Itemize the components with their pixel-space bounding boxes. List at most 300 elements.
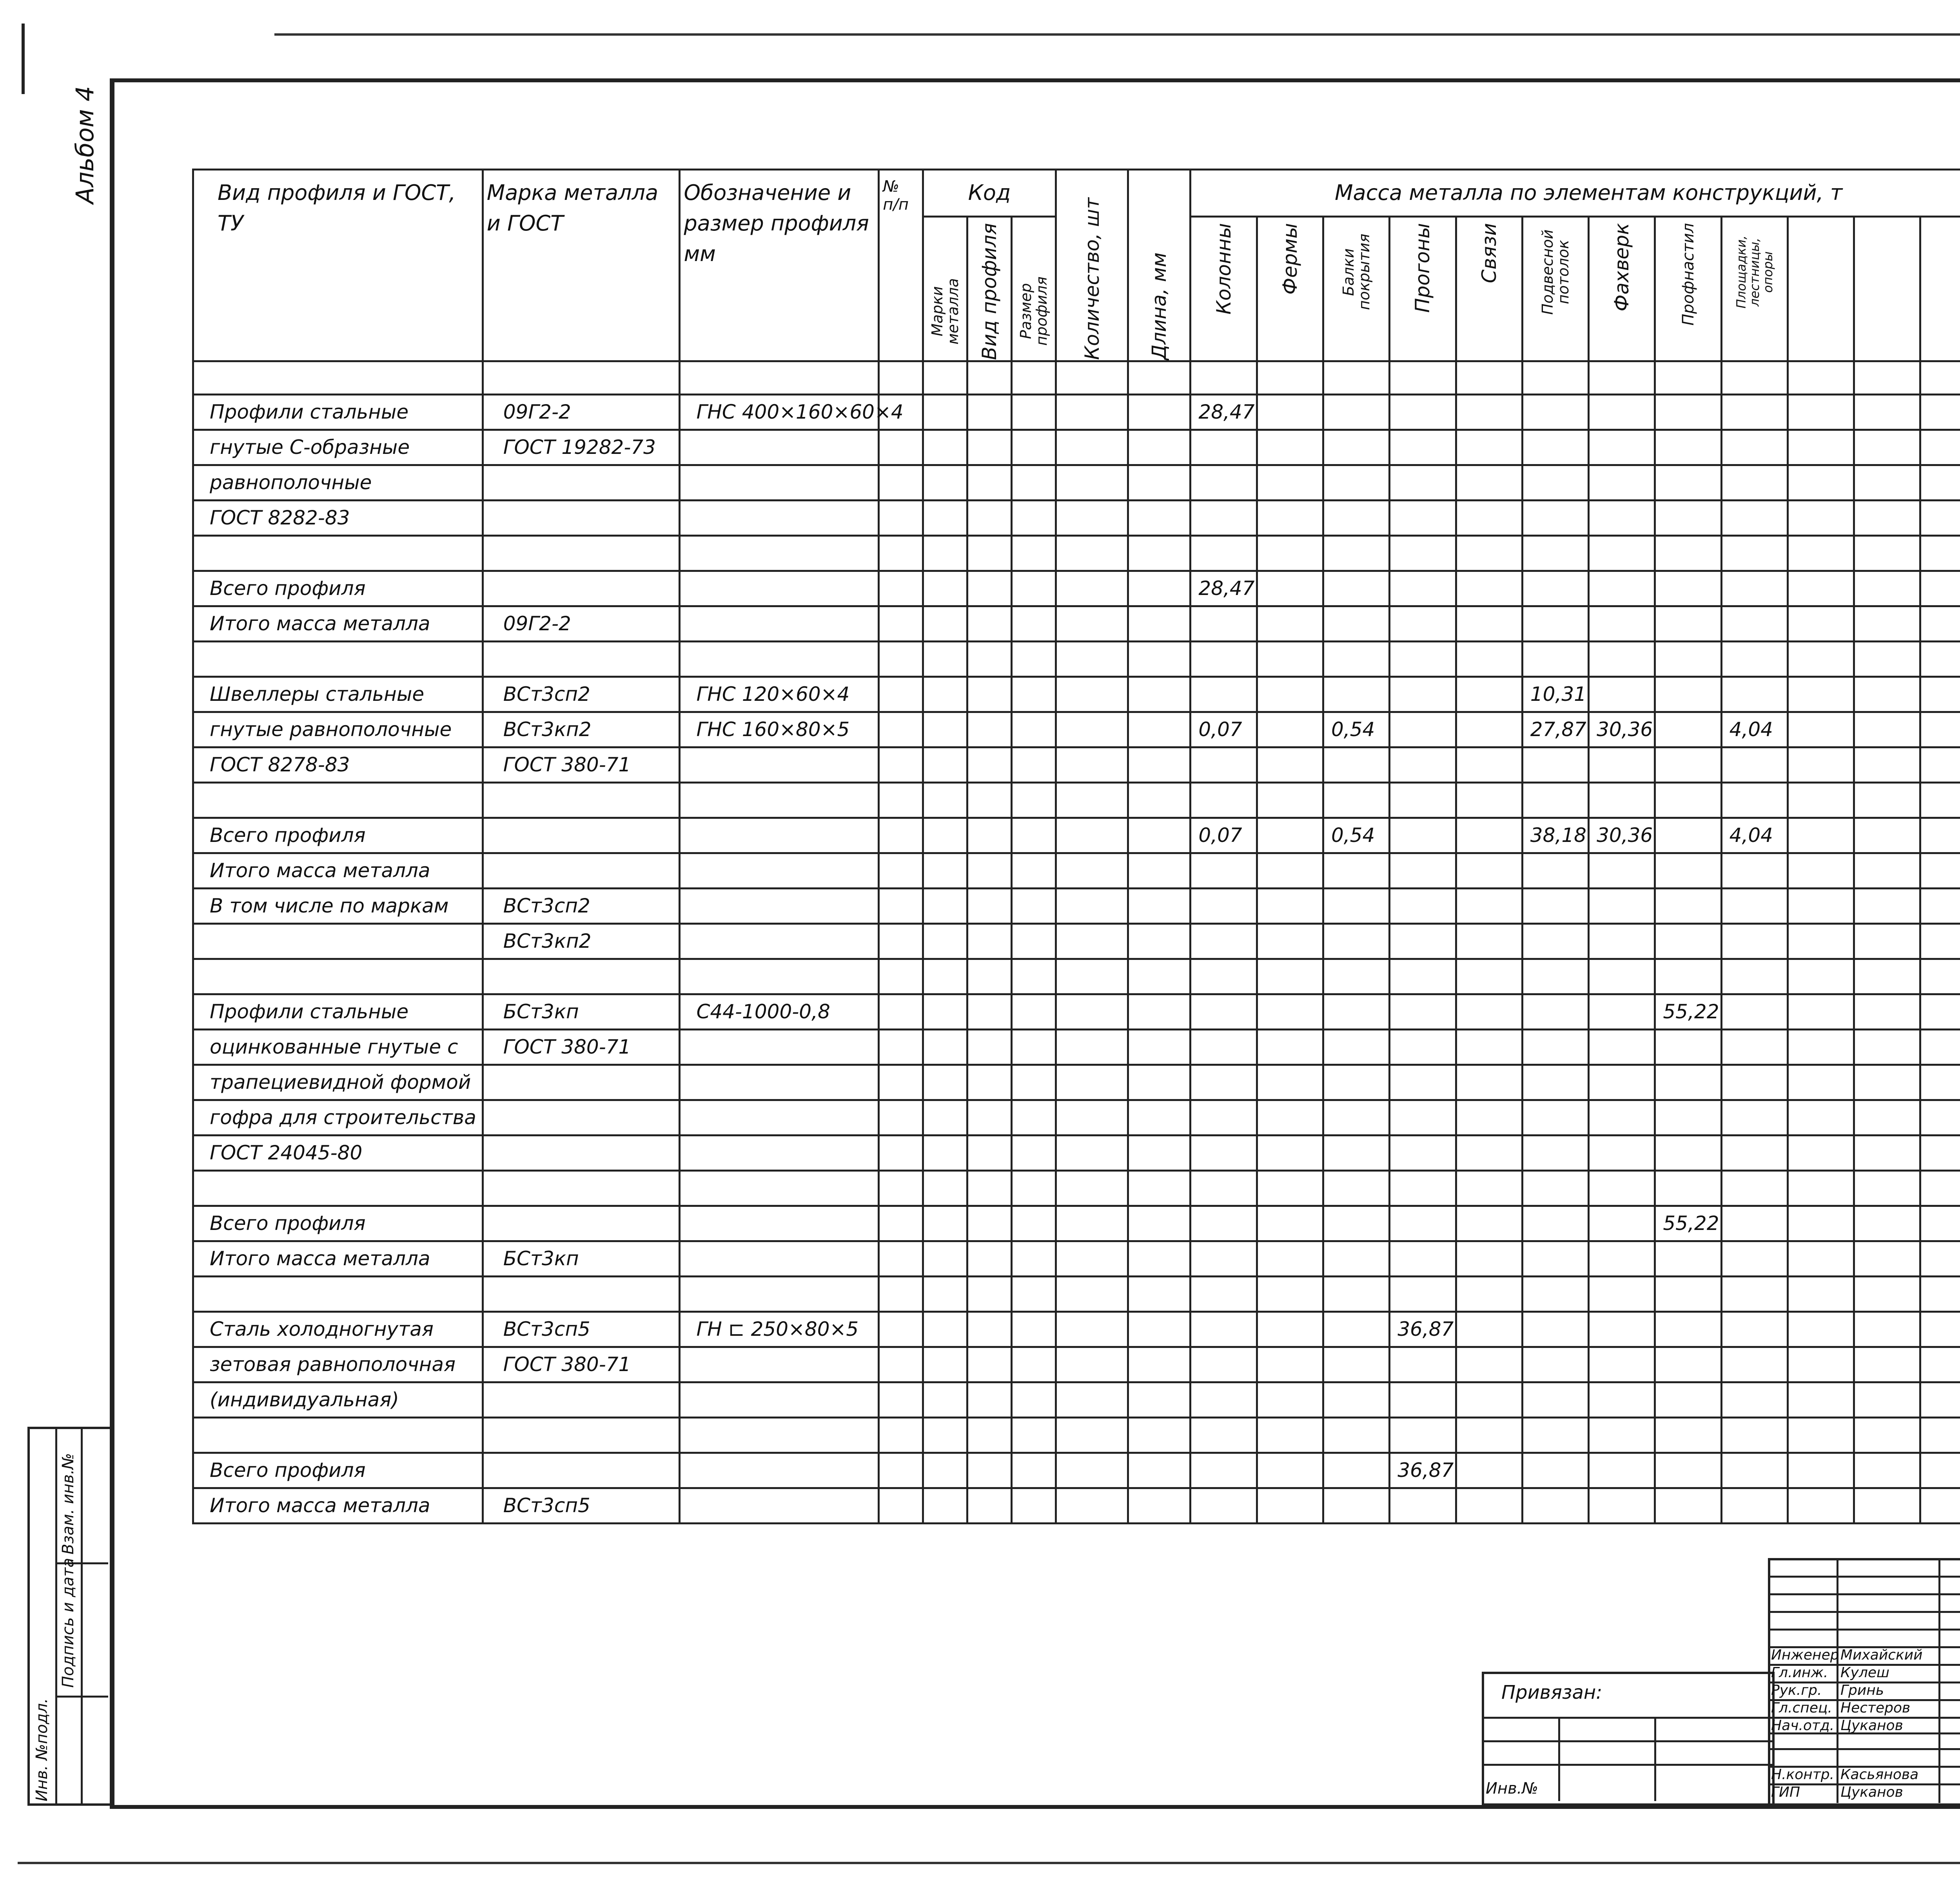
cell-profile: Всего профиля bbox=[193, 818, 483, 853]
table-row bbox=[193, 923, 1960, 959]
cell-oboznach bbox=[680, 1029, 879, 1065]
cell-empty bbox=[1056, 1241, 1128, 1276]
cell-profile: (индивидуальная) bbox=[193, 1382, 483, 1417]
table-row bbox=[193, 1382, 1960, 1417]
cell-mass bbox=[1390, 1382, 1456, 1417]
table-row bbox=[193, 430, 1960, 465]
cell-empty bbox=[967, 782, 1011, 818]
cell-oboznach bbox=[680, 430, 879, 465]
cell-empty bbox=[879, 959, 923, 994]
cell-oboznach: ГНС 120×60×4 bbox=[680, 677, 879, 712]
cell-oboznach bbox=[680, 1453, 879, 1488]
cell-oboznach bbox=[680, 1276, 879, 1311]
cell-mass bbox=[1788, 747, 1854, 782]
cell-empty bbox=[1011, 959, 1056, 994]
cell-profile: Итого масса металла bbox=[193, 1241, 483, 1276]
cell-mass bbox=[1920, 606, 1960, 641]
cell-empty bbox=[1011, 1206, 1056, 1241]
strip-vzam: Взам. инв.№ bbox=[59, 1453, 77, 1555]
cell-oboznach: С44-1000-0,8 bbox=[680, 994, 879, 1029]
cell-empty bbox=[1011, 465, 1056, 500]
signature-role: Инженер bbox=[1771, 1647, 1839, 1663]
cell-mass bbox=[1456, 500, 1522, 535]
cell-empty bbox=[1056, 1206, 1128, 1241]
cell-oboznach bbox=[680, 465, 879, 500]
cell-marka: ГОСТ 380-71 bbox=[483, 747, 680, 782]
cell-mass bbox=[1920, 853, 1960, 888]
cell-profile: зетовая равнополочная bbox=[193, 1347, 483, 1382]
cell-marka: ВСт3сп2 bbox=[483, 677, 680, 712]
cell-empty bbox=[879, 1100, 923, 1135]
cell-mass bbox=[1854, 1206, 1920, 1241]
header-element bbox=[1456, 217, 1522, 361]
signature-role: Рук.гр. bbox=[1771, 1682, 1822, 1698]
cell-mass bbox=[1257, 853, 1323, 888]
header-element bbox=[1257, 217, 1323, 361]
signature-role: Гл.инж. bbox=[1771, 1665, 1828, 1681]
table-row bbox=[193, 747, 1960, 782]
cell-mass bbox=[1920, 1347, 1960, 1382]
cell-empty bbox=[1128, 712, 1191, 747]
cell-mass bbox=[1655, 959, 1721, 994]
cell-empty bbox=[1056, 853, 1128, 888]
cell-mass bbox=[1721, 677, 1788, 712]
cell-empty bbox=[923, 500, 967, 535]
cell-marka: ГОСТ 380-71 bbox=[483, 1347, 680, 1382]
cell-mass bbox=[1191, 1206, 1257, 1241]
cell-profile bbox=[193, 535, 483, 571]
cell-mass bbox=[1191, 853, 1257, 888]
cell-mass bbox=[1788, 535, 1854, 571]
cell-mass bbox=[1655, 1382, 1721, 1417]
cell-mass bbox=[1191, 888, 1257, 923]
top-border-line bbox=[274, 33, 1960, 36]
header-dlina bbox=[1128, 170, 1191, 361]
cell-mass bbox=[1788, 1488, 1854, 1523]
cell-mass bbox=[1257, 641, 1323, 677]
cell-empty bbox=[1056, 1100, 1128, 1135]
cell-mass bbox=[1390, 500, 1456, 535]
cell-mass bbox=[1721, 1065, 1788, 1100]
cell-oboznach bbox=[680, 1206, 879, 1241]
cell-profile: Всего профиля bbox=[193, 1453, 483, 1488]
cell-marka bbox=[483, 1135, 680, 1170]
table-row bbox=[193, 712, 1960, 747]
cell-mass bbox=[1257, 677, 1323, 712]
header-kod-razmer-text: Размер профиля bbox=[1017, 276, 1050, 346]
cell-mass bbox=[1323, 1453, 1389, 1488]
cell-mass bbox=[1323, 1347, 1389, 1382]
cell-mass bbox=[1456, 782, 1522, 818]
cell-mass bbox=[1589, 535, 1655, 571]
cell-mass bbox=[1390, 712, 1456, 747]
cell-mass bbox=[1456, 535, 1522, 571]
table-row bbox=[193, 394, 1960, 430]
cell-empty bbox=[1011, 430, 1056, 465]
cell-mass bbox=[1920, 1241, 1960, 1276]
signature-name: Цуканов bbox=[1840, 1718, 1903, 1734]
cell-mass bbox=[1788, 641, 1854, 677]
cell-oboznach bbox=[680, 571, 879, 606]
cell-mass bbox=[1589, 1170, 1655, 1206]
cell-mass bbox=[1191, 430, 1257, 465]
cell-mass bbox=[1655, 1100, 1721, 1135]
cell-mass bbox=[1257, 1135, 1323, 1170]
cell-mass: 28,47 bbox=[1191, 571, 1257, 606]
cell-mass bbox=[1323, 782, 1389, 818]
cell-mass bbox=[1589, 641, 1655, 677]
cell-mass bbox=[1522, 1382, 1588, 1417]
strip-inv-podl: Инв. №подл. bbox=[33, 1698, 51, 1801]
header-marka: Марка металла и ГОСТ bbox=[483, 170, 680, 361]
cell-mass bbox=[1589, 1241, 1655, 1276]
cell-mass bbox=[1456, 1206, 1522, 1241]
cell-oboznach bbox=[680, 818, 879, 853]
table-row bbox=[193, 465, 1960, 500]
cell-empty bbox=[879, 606, 923, 641]
cell-mass bbox=[1323, 1100, 1389, 1135]
cell-empty bbox=[1128, 500, 1191, 535]
cell-mass bbox=[1721, 853, 1788, 888]
cell-oboznach bbox=[680, 1417, 879, 1453]
cell-empty bbox=[923, 394, 967, 430]
cell-mass bbox=[1655, 535, 1721, 571]
cell-empty bbox=[879, 1311, 923, 1347]
cell-empty bbox=[1011, 1276, 1056, 1311]
table-row bbox=[193, 888, 1960, 923]
cell-mass bbox=[1788, 1206, 1854, 1241]
cell-mass bbox=[1854, 1347, 1920, 1382]
cell-profile: Профили стальные bbox=[193, 994, 483, 1029]
cell-empty bbox=[1056, 571, 1128, 606]
cell-empty bbox=[879, 1241, 923, 1276]
cell-mass bbox=[1323, 959, 1389, 994]
cell-empty bbox=[1056, 1029, 1128, 1065]
table-row bbox=[193, 1488, 1960, 1523]
cell-empty bbox=[923, 1135, 967, 1170]
cell-empty bbox=[1128, 430, 1191, 465]
cell-empty bbox=[1056, 535, 1128, 571]
cell-mass bbox=[1721, 1206, 1788, 1241]
cell-mass bbox=[1522, 430, 1588, 465]
cell-mass bbox=[1323, 500, 1389, 535]
cell-oboznach bbox=[680, 606, 879, 641]
cell-oboznach: ГНС 400×160×60×4 bbox=[680, 394, 879, 430]
table-row bbox=[193, 677, 1960, 712]
cell-mass bbox=[1854, 853, 1920, 888]
cell-empty bbox=[1128, 1276, 1191, 1311]
cell-mass: 4,04 bbox=[1721, 712, 1788, 747]
cell-mass bbox=[1920, 1206, 1960, 1241]
cell-mass bbox=[1589, 1311, 1655, 1347]
cell-oboznach bbox=[680, 782, 879, 818]
cell-mass bbox=[1920, 1029, 1960, 1065]
cell-mass bbox=[1323, 1065, 1389, 1100]
cell-mass bbox=[1788, 1453, 1854, 1488]
cell-mass bbox=[1655, 712, 1721, 747]
cell-mass bbox=[1854, 1100, 1920, 1135]
cell-mass bbox=[1257, 959, 1323, 994]
cell-mass bbox=[1920, 465, 1960, 500]
cell-empty bbox=[967, 712, 1011, 747]
header-element bbox=[1191, 217, 1257, 361]
cell-mass bbox=[1589, 571, 1655, 606]
cell-mass: 38,18 bbox=[1522, 818, 1588, 853]
table-row bbox=[193, 1311, 1960, 1347]
cell-empty bbox=[879, 712, 923, 747]
cell-empty bbox=[1011, 677, 1056, 712]
cell-empty bbox=[1011, 1065, 1056, 1100]
cell-mass bbox=[1788, 712, 1854, 747]
cell-mass bbox=[1589, 959, 1655, 994]
cell-mass bbox=[1522, 500, 1588, 535]
table-row bbox=[193, 1417, 1960, 1453]
cell-empty bbox=[1011, 1100, 1056, 1135]
cell-mass bbox=[1721, 465, 1788, 500]
cell-mass bbox=[1323, 1029, 1389, 1065]
cell-mass bbox=[1655, 923, 1721, 959]
cell-mass bbox=[1323, 465, 1389, 500]
cell-mass bbox=[1854, 394, 1920, 430]
cell-empty bbox=[1056, 1417, 1128, 1453]
cell-empty bbox=[1056, 606, 1128, 641]
cell-mass bbox=[1655, 818, 1721, 853]
cell-empty bbox=[923, 1488, 967, 1523]
cell-mass bbox=[1655, 1065, 1721, 1100]
cell-mass bbox=[1854, 1241, 1920, 1276]
header-kod-vid bbox=[967, 217, 1011, 361]
cell-mass bbox=[1920, 1276, 1960, 1311]
cell-empty bbox=[1056, 818, 1128, 853]
cell-mass bbox=[1854, 500, 1920, 535]
specification-table bbox=[192, 169, 1960, 1524]
cell-empty bbox=[923, 571, 967, 606]
cell-marka: ВСт3сп5 bbox=[483, 1488, 680, 1523]
cell-mass bbox=[1721, 1382, 1788, 1417]
cell-mass bbox=[1788, 677, 1854, 712]
cell-mass bbox=[1257, 1311, 1323, 1347]
cell-empty bbox=[923, 1453, 967, 1488]
cell-profile: Итого масса металла bbox=[193, 606, 483, 641]
cell-mass bbox=[1854, 923, 1920, 959]
cell-empty bbox=[879, 782, 923, 818]
cell-marka: ВСт3сп5 bbox=[483, 1311, 680, 1347]
cell-mass bbox=[1522, 1170, 1588, 1206]
header-element-text: Прогоны bbox=[1411, 223, 1434, 313]
cell-mass: 36,87 bbox=[1390, 1311, 1456, 1347]
cell-empty bbox=[967, 677, 1011, 712]
header-massa: Масса металла по элементам конструкций, т bbox=[1191, 170, 1960, 217]
cell-mass bbox=[1323, 1170, 1389, 1206]
cell-mass bbox=[1788, 888, 1854, 923]
cell-empty bbox=[879, 888, 923, 923]
table-row bbox=[193, 1100, 1960, 1135]
cell-empty bbox=[1128, 782, 1191, 818]
cell-oboznach bbox=[680, 888, 879, 923]
cell-mass bbox=[1920, 923, 1960, 959]
cell-mass bbox=[1655, 1453, 1721, 1488]
cell-mass bbox=[1788, 818, 1854, 853]
cell-mass bbox=[1721, 1311, 1788, 1347]
cell-mass bbox=[1191, 465, 1257, 500]
cell-mass bbox=[1920, 1135, 1960, 1170]
cell-empty bbox=[967, 641, 1011, 677]
cell-mass bbox=[1456, 1100, 1522, 1135]
cell-empty bbox=[923, 818, 967, 853]
inv-label: Инв.№ bbox=[1486, 1779, 1538, 1798]
cell-empty bbox=[1056, 1135, 1128, 1170]
cell-mass bbox=[1721, 430, 1788, 465]
cell-oboznach bbox=[680, 853, 879, 888]
cell-empty bbox=[967, 1135, 1011, 1170]
cell-mass bbox=[1854, 1382, 1920, 1417]
cell-mass bbox=[1390, 959, 1456, 994]
cell-empty bbox=[1056, 1382, 1128, 1417]
cell-mass bbox=[1456, 888, 1522, 923]
cell-empty bbox=[967, 571, 1011, 606]
cell-mass bbox=[1390, 994, 1456, 1029]
cell-empty bbox=[1011, 1311, 1056, 1347]
cell-empty bbox=[967, 1065, 1011, 1100]
cell-mass bbox=[1522, 782, 1588, 818]
cell-oboznach bbox=[680, 923, 879, 959]
cell-mass bbox=[1390, 1029, 1456, 1065]
cell-empty bbox=[1056, 747, 1128, 782]
cell-profile bbox=[193, 641, 483, 677]
cell-mass bbox=[1191, 1029, 1257, 1065]
cell-empty bbox=[1128, 1206, 1191, 1241]
cell-mass bbox=[1456, 747, 1522, 782]
cell-empty bbox=[1011, 1488, 1056, 1523]
cell-mass bbox=[1390, 1100, 1456, 1135]
cell-mass bbox=[1257, 712, 1323, 747]
cell-mass bbox=[1456, 1241, 1522, 1276]
cell-mass bbox=[1191, 1135, 1257, 1170]
cell-mass bbox=[1920, 782, 1960, 818]
cell-empty bbox=[1128, 1311, 1191, 1347]
cell-marka: ВСт3сп2 bbox=[483, 888, 680, 923]
cell-empty bbox=[879, 818, 923, 853]
signature-name: Касьянова bbox=[1840, 1767, 1919, 1783]
signature-role: ГИП bbox=[1771, 1784, 1800, 1800]
cell-profile: трапециевидной формой bbox=[193, 1065, 483, 1100]
cell-mass bbox=[1920, 1065, 1960, 1100]
cell-profile: равнополочные bbox=[193, 465, 483, 500]
cell-marka bbox=[483, 959, 680, 994]
cell-mass bbox=[1257, 606, 1323, 641]
cell-profile: оцинкованные гнутые с bbox=[193, 1029, 483, 1065]
cell-mass bbox=[1323, 1488, 1389, 1523]
cell-mass bbox=[1920, 394, 1960, 430]
cell-mass bbox=[1655, 1276, 1721, 1311]
cell-mass bbox=[1589, 1100, 1655, 1135]
cell-mass bbox=[1589, 1382, 1655, 1417]
cell-mass bbox=[1522, 535, 1588, 571]
cell-mass bbox=[1390, 747, 1456, 782]
cell-oboznach bbox=[680, 959, 879, 994]
cell-profile bbox=[193, 1276, 483, 1311]
cell-empty bbox=[1011, 923, 1056, 959]
cell-mass bbox=[1655, 500, 1721, 535]
cell-marka bbox=[483, 1206, 680, 1241]
header-element bbox=[1390, 217, 1456, 361]
cell-mass bbox=[1854, 1135, 1920, 1170]
cell-empty bbox=[967, 1453, 1011, 1488]
header-element bbox=[1788, 217, 1854, 361]
cell-profile: Профили стальные bbox=[193, 394, 483, 430]
left-corner-tick bbox=[22, 24, 25, 94]
cell-empty bbox=[1056, 641, 1128, 677]
cell-mass bbox=[1655, 782, 1721, 818]
cell-mass bbox=[1456, 606, 1522, 641]
signature-role: Гл.спец. bbox=[1771, 1700, 1832, 1716]
cell-mass bbox=[1522, 1241, 1588, 1276]
header-element-text: Колонны bbox=[1212, 223, 1235, 315]
cell-mass bbox=[1456, 1347, 1522, 1382]
cell-mass bbox=[1854, 1170, 1920, 1206]
cell-marka bbox=[483, 1100, 680, 1135]
cell-empty bbox=[1056, 1170, 1128, 1206]
header-element bbox=[1721, 217, 1788, 361]
cell-mass bbox=[1854, 712, 1920, 747]
cell-oboznach bbox=[680, 1382, 879, 1417]
cell-profile: Всего профиля bbox=[193, 571, 483, 606]
cell-mass bbox=[1390, 535, 1456, 571]
cell-mass bbox=[1655, 853, 1721, 888]
table-row bbox=[193, 641, 1960, 677]
cell-empty bbox=[879, 535, 923, 571]
header-element bbox=[1522, 217, 1588, 361]
cell-mass bbox=[1589, 1135, 1655, 1170]
cell-mass bbox=[1721, 994, 1788, 1029]
cell-empty bbox=[1128, 677, 1191, 712]
cell-profile: Итого масса металла bbox=[193, 1488, 483, 1523]
cell-mass bbox=[1788, 923, 1854, 959]
cell-mass bbox=[1788, 1311, 1854, 1347]
cell-empty bbox=[1011, 1382, 1056, 1417]
cell-mass: 0,07 bbox=[1191, 818, 1257, 853]
cell-profile: гнутые С-образные bbox=[193, 430, 483, 465]
table-row bbox=[193, 1206, 1960, 1241]
cell-mass bbox=[1788, 1135, 1854, 1170]
cell-mass bbox=[1655, 1488, 1721, 1523]
cell-empty bbox=[1128, 535, 1191, 571]
cell-mass bbox=[1522, 853, 1588, 888]
cell-mass bbox=[1721, 1029, 1788, 1065]
cell-mass bbox=[1191, 606, 1257, 641]
cell-mass bbox=[1257, 818, 1323, 853]
cell-empty bbox=[967, 1382, 1011, 1417]
cell-oboznach: ГН ⊏ 250×80×5 bbox=[680, 1311, 879, 1347]
cell-profile: ГОСТ 24045-80 bbox=[193, 1135, 483, 1170]
cell-mass bbox=[1920, 1382, 1960, 1417]
cell-oboznach bbox=[680, 747, 879, 782]
header-element-text: Фахверк bbox=[1610, 223, 1633, 312]
cell-mass bbox=[1257, 1276, 1323, 1311]
cell-empty bbox=[923, 606, 967, 641]
cell-empty bbox=[1011, 1241, 1056, 1276]
cell-profile: гнутые равнополочные bbox=[193, 712, 483, 747]
cell-empty bbox=[1056, 430, 1128, 465]
cell-mass bbox=[1323, 535, 1389, 571]
cell-mass bbox=[1589, 394, 1655, 430]
cell-mass bbox=[1257, 1170, 1323, 1206]
cell-mass bbox=[1191, 1311, 1257, 1347]
cell-empty bbox=[1128, 1100, 1191, 1135]
cell-mass bbox=[1522, 994, 1588, 1029]
cell-mass: 0,54 bbox=[1323, 712, 1389, 747]
cell-mass bbox=[1456, 994, 1522, 1029]
